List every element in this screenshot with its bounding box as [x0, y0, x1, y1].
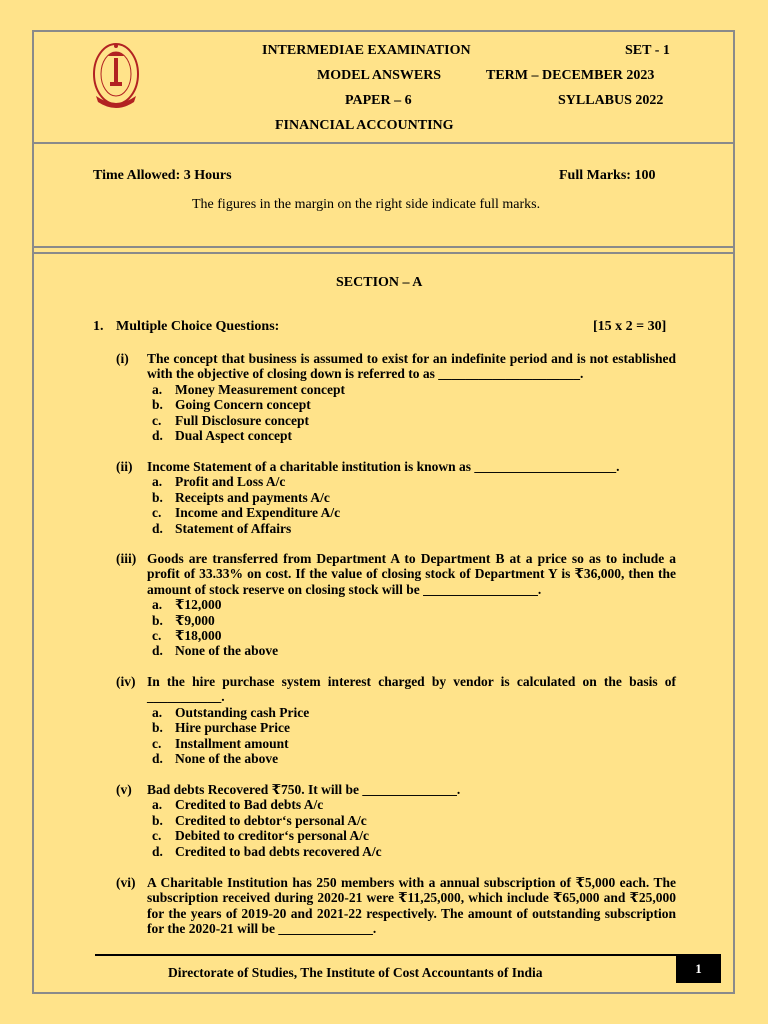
mcq-stem: In the hire purchase system interest charged by vendor is calculated on the basis of ___________. — [147, 674, 676, 705]
option-text: Credited to Bad debts A/c — [175, 797, 324, 813]
mcq-item — [116, 551, 676, 659]
mcq-option — [152, 521, 676, 536]
question-title: Multiple Choice Questions: — [116, 319, 280, 334]
mcq-option — [152, 597, 676, 612]
header-divider — [32, 142, 735, 144]
exam-title: INTERMEDIAE EXAMINATION — [262, 43, 471, 58]
mcq-options — [152, 705, 676, 767]
marks-note: The figures in the margin on the right side indicate full marks. — [192, 197, 541, 212]
question-number: 1. — [93, 319, 104, 334]
option-text: ₹18,000 — [175, 628, 222, 644]
full-marks: Full Marks: 100 — [559, 168, 656, 183]
mcq-item — [116, 782, 676, 859]
mcq-option — [152, 736, 676, 751]
mcq-options — [152, 474, 676, 536]
mcq-option — [152, 813, 676, 828]
mcq-options — [152, 382, 676, 444]
option-letter: c. — [152, 828, 162, 844]
info-divider-top — [32, 246, 735, 248]
mcq-option — [152, 490, 676, 505]
option-letter: c. — [152, 628, 162, 644]
mcq-number: (iii) — [116, 551, 137, 566]
paper-label: PAPER – 6 — [345, 93, 412, 108]
option-text: Debited to creditor‘s personal A/c — [175, 828, 369, 844]
option-text: Profit and Loss A/c — [175, 474, 286, 490]
option-text: Money Measurement concept — [175, 381, 345, 397]
mcq-option — [152, 751, 676, 766]
mcq-number: (vi) — [116, 875, 136, 890]
option-letter: a. — [152, 797, 163, 813]
mcq-item — [116, 351, 676, 443]
mcq-number: (iv) — [116, 674, 136, 689]
info-divider-bottom — [32, 252, 735, 254]
option-text: Receipts and payments A/c — [175, 489, 330, 505]
option-text: None of the above — [175, 643, 279, 659]
mcq-number: (i) — [116, 351, 129, 366]
option-letter: d. — [152, 428, 163, 444]
option-letter: a. — [152, 597, 163, 613]
mcq-option — [152, 428, 676, 443]
question-marks: [15 x 2 = 30] — [593, 319, 667, 334]
option-letter: a. — [152, 381, 163, 397]
option-text: Outstanding cash Price — [175, 704, 310, 720]
page-number: 1 — [676, 955, 721, 983]
option-letter: b. — [152, 397, 163, 413]
mcq-option — [152, 505, 676, 520]
mcq-number: (ii) — [116, 459, 133, 474]
option-text: Income and Expenditure A/c — [175, 505, 341, 521]
syllabus-label: SYLLABUS 2022 — [558, 93, 664, 108]
time-allowed: Time Allowed: 3 Hours — [93, 168, 232, 183]
mcq-option — [152, 628, 676, 643]
mcq-item — [116, 459, 676, 536]
option-text: Statement of Affairs — [175, 520, 292, 536]
mcq-item — [116, 875, 676, 937]
option-text: Credited to bad debts recovered A/c — [175, 843, 382, 859]
mcq-stem: Goods are transferred from Department A to Department B at a price so as to include a profit of 33.33% on cost. If the value of closing stock of Department Y is ₹36,000, then the amount of stock reserve on closing stock will be _________________. — [147, 551, 676, 597]
footer-text: Directorate of Studies, The Institute of Cost Accountants of India — [168, 965, 543, 980]
mcq-option — [152, 844, 676, 859]
mcq-options — [152, 597, 676, 659]
mcq-option — [152, 382, 676, 397]
option-letter: b. — [152, 612, 163, 628]
mcq-option — [152, 613, 676, 628]
subject-title: FINANCIAL ACCOUNTING — [275, 118, 454, 133]
mcq-options — [152, 797, 676, 859]
option-text: None of the above — [175, 751, 279, 767]
option-letter: d. — [152, 843, 163, 859]
option-text: Dual Aspect concept — [175, 428, 292, 444]
mcq-stem: Income Statement of a charitable institution is known as _____________________. — [147, 459, 620, 474]
footer-rule — [95, 954, 721, 956]
option-letter: c. — [152, 505, 162, 521]
option-letter: b. — [152, 489, 163, 505]
mcq-option — [152, 705, 676, 720]
option-letter: c. — [152, 735, 162, 751]
option-letter: c. — [152, 412, 162, 428]
option-letter: b. — [152, 812, 163, 828]
option-text: Installment amount — [175, 735, 289, 751]
option-text: ₹9,000 — [175, 612, 215, 628]
option-text: Credited to debtor‘s personal A/c — [175, 812, 367, 828]
mcq-option — [152, 720, 676, 735]
institute-logo — [90, 40, 142, 112]
option-letter: d. — [152, 751, 163, 767]
mcq-option — [152, 643, 676, 658]
term-label: TERM – DECEMBER 2023 — [486, 68, 655, 83]
mcq-option — [152, 397, 676, 412]
option-text: ₹12,000 — [175, 597, 222, 613]
mcq-stem: The concept that business is assumed to exist for an indefinite period and is not established with the objective of closing down is referred to as _____________________. — [147, 351, 676, 382]
option-letter: d. — [152, 520, 163, 536]
option-text: Hire purchase Price — [175, 720, 290, 736]
mcq-stem: A Charitable Institution has 250 members with a annual subscription of ₹5,000 each. The subscription received during 2020-21 were ₹11,25,000, which include ₹65,000 and ₹25,000 for the years of 2019-20 and 2021-22 respectively. The amount of outstanding subscription for the 2020-21 will be ______________. — [147, 875, 676, 937]
model-answers-label: MODEL ANSWERS — [317, 68, 442, 83]
mcq-item — [116, 674, 676, 766]
option-text: Going Concern concept — [175, 397, 311, 413]
mcq-option — [152, 828, 676, 843]
mcq-stem: Bad debts Recovered ₹750. It will be ______________. — [147, 782, 461, 797]
option-letter: a. — [152, 474, 163, 490]
set-label: SET - 1 — [625, 43, 670, 58]
section-heading: SECTION – A — [336, 275, 423, 290]
mcq-option — [152, 413, 676, 428]
mcq-number: (v) — [116, 782, 132, 797]
option-text: Full Disclosure concept — [175, 412, 309, 428]
mcq-option — [152, 797, 676, 812]
option-letter: a. — [152, 704, 163, 720]
option-letter: b. — [152, 720, 163, 736]
mcq-option — [152, 474, 676, 489]
option-letter: d. — [152, 643, 163, 659]
